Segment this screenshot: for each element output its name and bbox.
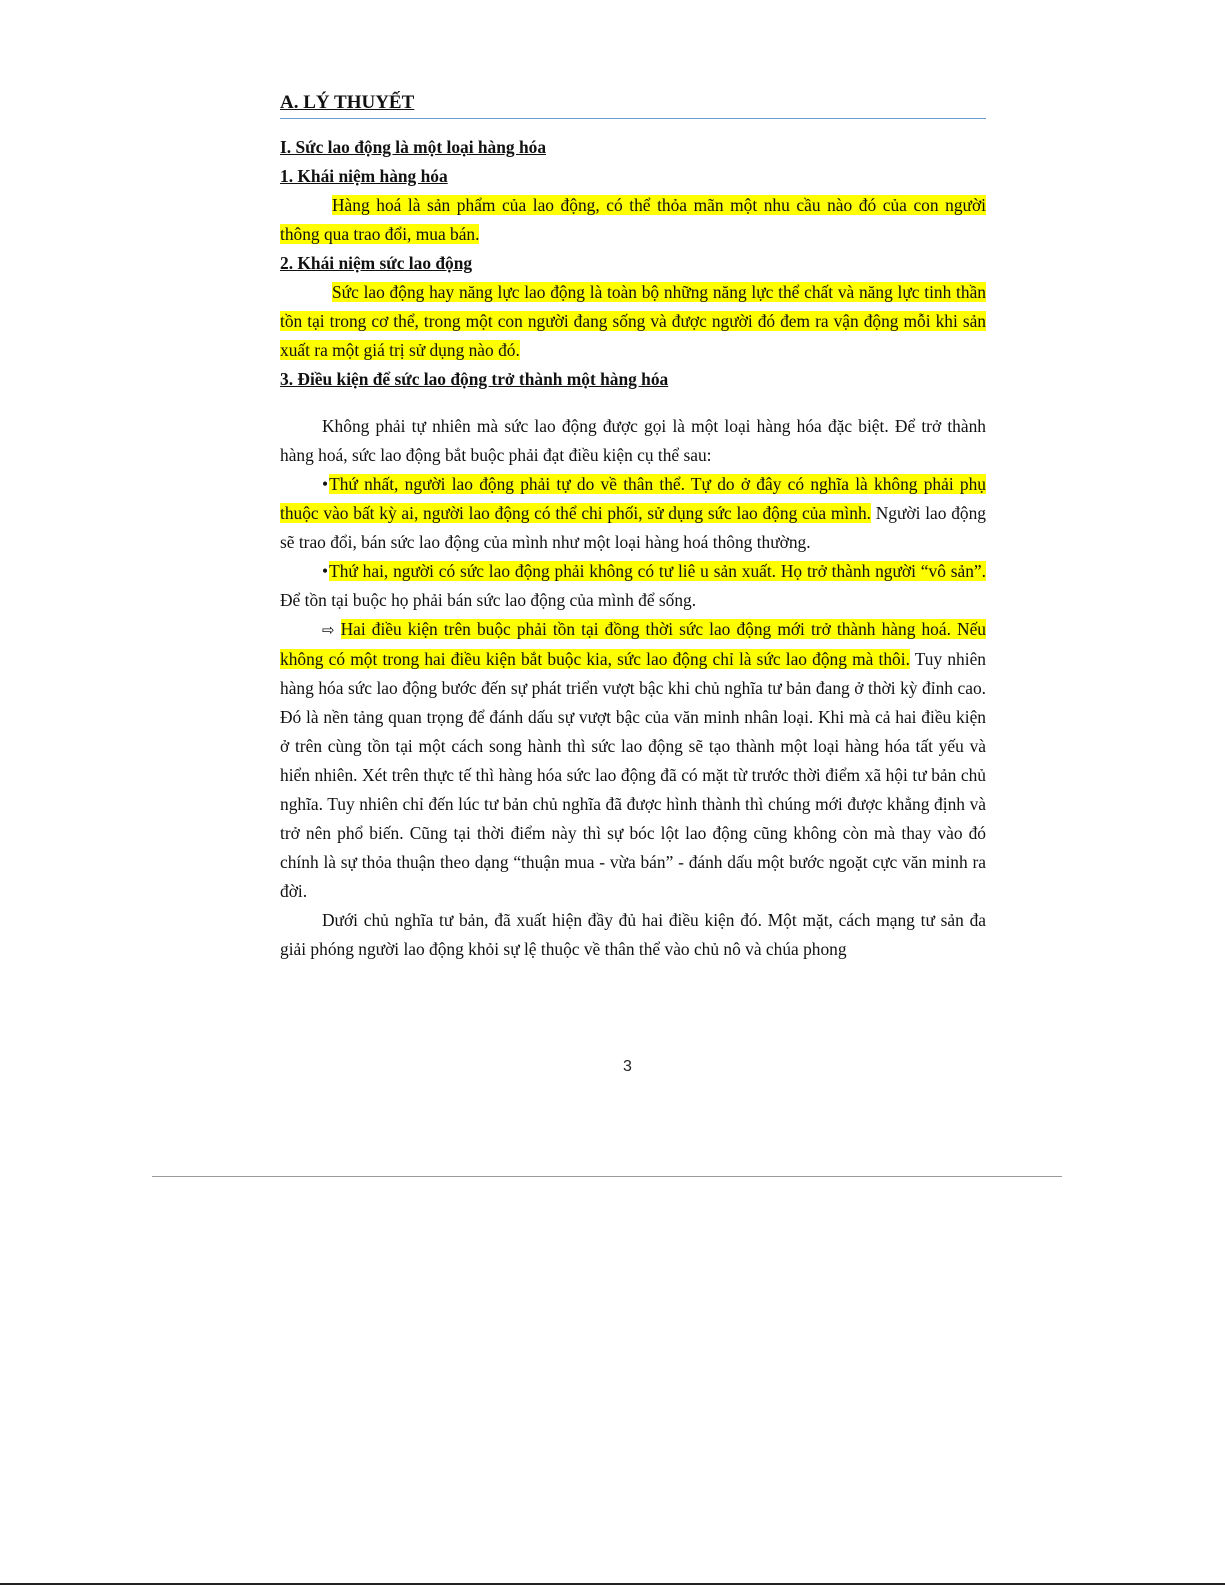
paragraph-conclusion — [280, 615, 986, 906]
arrow-right-icon: ⇨ — [322, 621, 335, 639]
highlighted-text: Hàng hoá là sản phẩm của lao động, có thể thỏa mãn một nhu cầu nào đó của con người thông qua trao đổi, mua bán. — [280, 195, 986, 244]
highlighted-text: Thứ hai, người có sức lao động phải không có tư liê u sản xuất. Họ trở thành người “vô sản”. — [329, 561, 986, 581]
paragraph-closing: Dưới chủ nghĩa tư bản, đã xuất hiện đầy đủ hai điều kiện đó. Một mặt, cách mạng tư sản đa giải phóng người lao động khỏi sự lệ thuộc về thân thể vào chủ nô và chúa phong — [280, 910, 986, 959]
bullet-1-rest: Người lao động sẽ trao đổi, bán sức lao động của mình như một loại hàng hoá thông thường. — [280, 503, 986, 552]
paragraph-bullet-1 — [280, 470, 986, 557]
document-title: A. LÝ THUYẾT — [280, 92, 415, 113]
paragraph-intro: Không phải tự nhiên mà sức lao động được gọi là một loại hàng hóa đặc biệt. Để trở thành hàng hoá, sức lao động bắt buộc phải đạt điều kiện cụ thể sau: — [280, 416, 986, 465]
subsection-heading-2: 2. Khái niệm sức lao động — [280, 253, 473, 273]
bullet-icon: • — [322, 561, 329, 581]
highlighted-text: Thứ nhất, người lao động phải tự do về thân thể. Tự do ở đây có nghĩa là không phải phụ thuộc vào bất kỳ ai, người lao động có thể chi phối, sử dụng sức lao động của mình. — [280, 474, 986, 523]
bullet-2-rest: Để tồn tại buộc họ phải bán sức lao động của mình để sống. — [280, 590, 697, 610]
subsection-heading-1: 1. Khái niệm hàng hóa — [280, 166, 448, 186]
page-break-divider — [152, 1176, 1062, 1177]
conclusion-rest: Tuy nhiên hàng hóa sức lao động bước đến sự phát triển vượt bậc khi chủ nghĩa tư bản đang ở thời kỳ đỉnh cao. Đó là nền tảng quan trọng để đánh dấu sự vượt bậc của văn minh nhân loại. Khi mà cả hai điều kiện ở trên cùng tồn tại một cách song hành thì sức lao động sẽ tạo thành một loại hàng hóa tất yếu và hiển nhiên. Xét trên thực tế thì hàng hóa sức lao động đã có mặt từ trước thời điểm xã hội tư bản chủ nghĩa. Tuy nhiên chỉ đến lúc tư bản chủ nghĩa đã được hình thành thì chúng mới được khẳng định và trở nên phổ biến. Cũng tại thời điểm này thì sự bóc lột lao động cũng không còn mà thay vào đó chính là sự thỏa thuận theo dạng “thuận mua - vừa bán” - đánh dấu một bước ngoặt cực văn minh ra đời. — [280, 649, 986, 901]
subsection-heading-3: 3. Điều kiện để sức lao động trở thành một hàng hóa — [280, 369, 669, 389]
document-body — [280, 88, 986, 964]
paragraph-definition-goods — [280, 191, 986, 249]
paragraph-bullet-2 — [280, 557, 986, 615]
highlighted-text: Sức lao động hay năng lực lao động là toàn bộ những năng lực thể chất và năng lực tinh thần tồn tại trong cơ thể, trong một con người đang sống và được người đó đem ra vận động mỗi khi sản xuất ra một giá trị sử dụng nào đó. — [280, 282, 986, 360]
page-number: 3 — [623, 1058, 632, 1075]
section-heading: I. Sức lao động là một loại hàng hóa — [280, 137, 547, 157]
bullet-icon: • — [322, 474, 329, 494]
highlighted-text: Hai điều kiện trên buộc phải tồn tại đồng thời sức lao động mới trở thành hàng hoá. Nếu không có một trong hai điều kiện bắt buộc kia, sức lao động chỉ là sức lao động mà thôi. — [280, 619, 986, 669]
title-rule — [280, 118, 986, 119]
paragraph-definition-labor-power — [280, 278, 986, 365]
